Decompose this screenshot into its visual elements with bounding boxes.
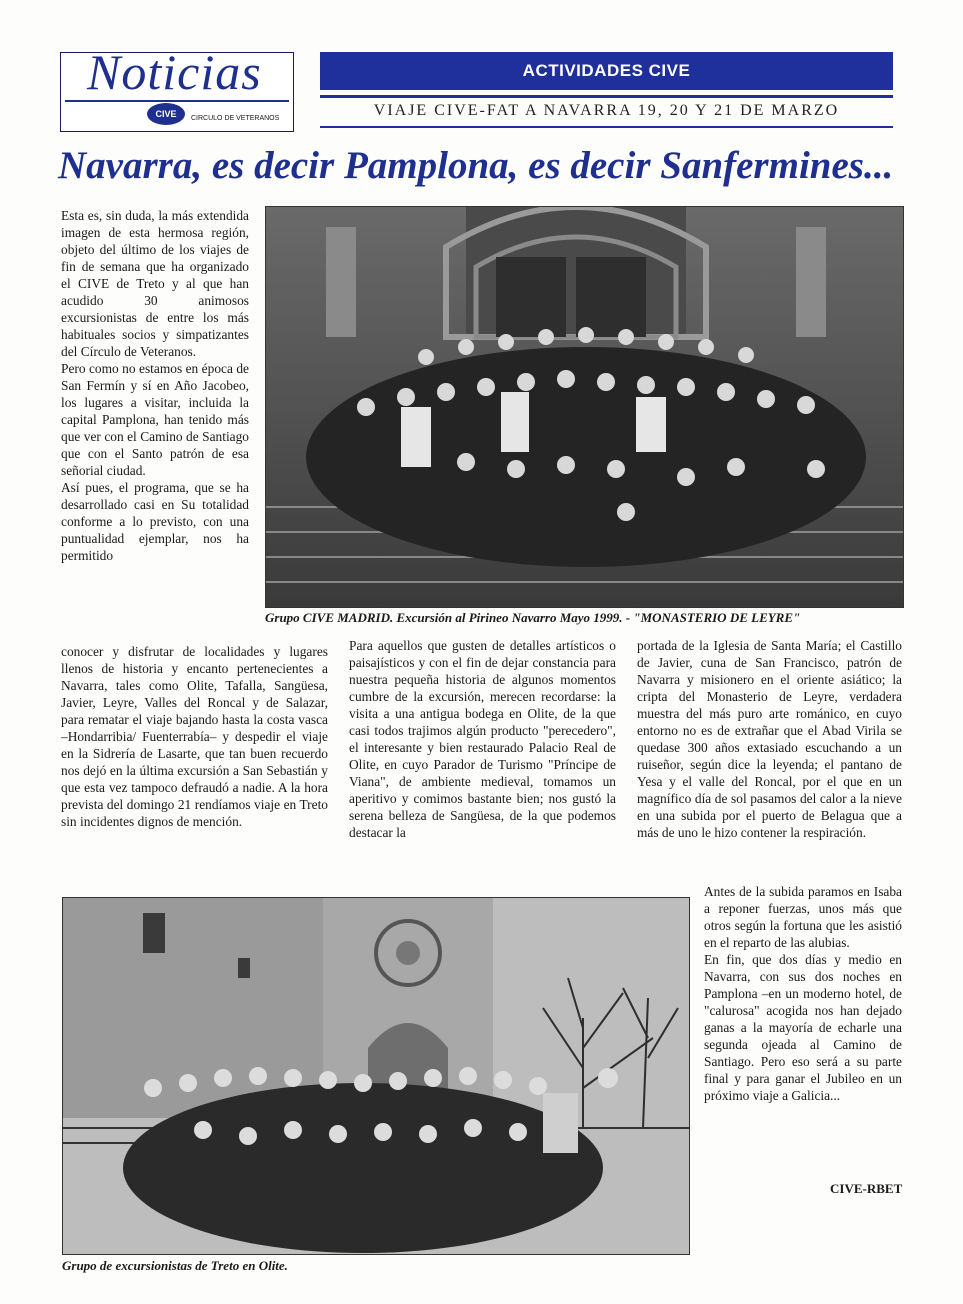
paragraph: Antes de la subida paramos en Isaba a reponer fuerzas, unos más que otros según la fortuna que les asistió en el reparto de las alubias.: [704, 884, 902, 950]
article-signature: CIVE-RBET: [830, 1181, 903, 1196]
section-banner: ACTIVIDADES CIVE: [320, 52, 893, 90]
noticias-logo: [60, 44, 294, 132]
paragraph: En fin, que dos días y medio en Navarra, con sus dos noches en Pamplona –en un moderno hotel, de "calurosa" acogida nos han dejado ganas a la mayoría de echarle una segunda ojeada al Camino de Santiago. Pero eso será a su parte final y para ganar el Jubileo en un próximo viaje a Galicia...: [704, 952, 902, 1103]
article-headline: Navarra, es decir Pamplona, es decir Sanfermines...: [58, 144, 894, 187]
article-column-3: portada de la Iglesia de Santa María; el Castillo de Javier, cuna de San Francisco, patrón de Navarra y misionero en el oriente asiático; la cripta del Monasterio de Leyre, verdadera muestra del más puro arte románico, en cuyo entorno no es de extrañar que el Abad Virila se quedase 300 años extasiado escuchando a un ruiseñor, según dice la leyenda; el pantano de Yesa y el valle del Roncal, por el que en un magnífico día de sol pasamos del calor a la nieve en una subida por el puerto de Belagua que a más de uno le hizo contener la respiración.: [637, 638, 902, 840]
photo1-caption: Grupo CIVE MADRID. Excursión al Pirineo Navarro Mayo 1999. - "MONASTERIO DE LEYRE": [265, 610, 801, 625]
logo-title: Noticias: [87, 44, 262, 100]
section-rule-bottom: [320, 126, 893, 128]
article-column-2: Para aquellos que gusten de detalles artísticos o paisajísticos y con el fin de dejar constancia para nuestra pequeña historia de algunos momentos cumbre de la excursión, merecen recordarse: la visita a una antigua bodega en Olite, de la que casi todos trajimos algún producto "perecedero", el interesante y bien restaurado Palacio Real de Olite, en cuyo Parador de Turismo "Príncipe de Viana", de ambiente medieval, tomamos un aperitivo y comimos bastante bien; nos gustó la serena belleza de Sangüesa, de la que podemos destacar la: [349, 638, 616, 840]
article-column-1: [61, 207, 249, 564]
paragraph: Esta es, sin duda, la más extendida imagen de esta hermosa región, objeto del último de los viajes de fin de semana que ha organizado el CIVE de Treto y al que han acudido 30 animosos excursionistas de entre los más habituales socios y simpatizantes del Círculo de Veteranos.: [61, 208, 249, 359]
cive-emblem-icon: CIVE: [147, 103, 185, 125]
paragraph: Así pues, el programa, que se ha desarrollado casi en Su totalidad conforme a lo previsto, con una puntualidad ejemplar, nos ha permitido: [61, 480, 249, 563]
trip-subtitle: VIAJE CIVE-FAT A NAVARRA 19, 20 Y 21 DE MARZO: [373, 102, 840, 119]
logo-rule: [65, 100, 289, 102]
logo-subtitle: CIRCULO DE VETERANOS: [191, 115, 280, 122]
paragraph: Pero como no estamos en época de San Fermín y sí en Año Jacobeo, los lugares a visitar, incluida la capital Pamplona, han tenido más que ver con el Camino de Santiago que con el Santo patrón de esa señorial ciudad.: [61, 361, 249, 478]
photo-olite-group: [62, 897, 690, 1255]
article-column-4: [704, 883, 902, 1104]
photo2-caption: Grupo de excursionistas de Treto en Olite.: [62, 1258, 288, 1273]
photo-leyre-group: [265, 206, 904, 608]
section-rule-top: [320, 95, 893, 98]
article-column-1-continued: conocer y disfrutar de localidades y lugares llenos de historia y encanto pertenecientes a Navarra, tales como Olite, Tafalla, Sangüesa, Javier, Leyre, Valles del Roncal y de Salazar, para rematar el viaje bajando hasta la costa vasca –Hondarribia/ Fuenterrabía– y despedir el viaje en la Sidrería de Lasarte, que tan buen recuerdo nos dejó en la última excursión a San Sebastián y que esta vez tampoco defraudó a nadie. A la hora prevista del domingo 21 rendíamos viaje en Treto sin incidentes dignos de mención.: [61, 644, 328, 829]
